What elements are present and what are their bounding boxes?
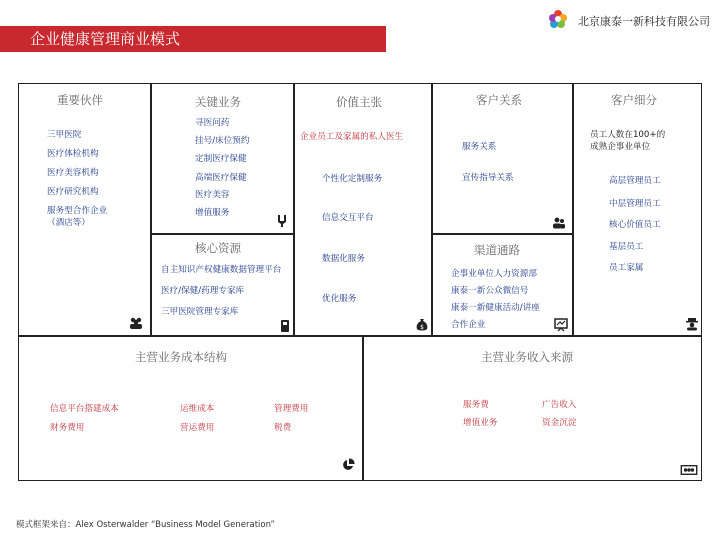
customer-segments-heading: 客户细分 [611,93,657,107]
cost-structure-box [18,335,364,481]
list-item: 医疗研究机构 [47,187,99,197]
list-item: 数据化服务 [322,254,365,264]
person-hat-icon [685,317,699,331]
cash-icon [679,464,699,476]
list-item: 康泰一新公众微信号 [451,286,529,296]
tools-icon [275,214,289,228]
list-item: 优化服务 [322,294,357,304]
revenue-item: 增值业务 [463,418,498,428]
worker-icon [278,319,292,333]
list-item: 服务关系 [462,142,497,152]
value-proposition-heading: 价值主张 [336,95,382,109]
list-item: 康泰一新健康活动/讲座 [451,303,540,313]
cost-item: 营运费用 [180,423,215,433]
list-item: 自主知识产权健康数据管理平台 [161,265,282,275]
key-partners-heading: 重要伙伴 [57,93,103,107]
key-partners-box [18,83,152,337]
key-resources-heading: 核心资源 [195,241,241,255]
value-proposition-box [293,83,433,337]
people-icon [129,316,143,330]
list-item: 合作企业 [451,320,486,330]
cost-structure-heading: 主营业务成本结构 [135,350,227,364]
revenue-streams-heading: 主营业务收入来源 [481,350,573,364]
list-item: 挂号/床位预约 [195,136,250,146]
list-item: 高端医疗保健 [195,173,247,183]
cost-item: 管理费用 [274,404,309,414]
value-proposition-main: 企业员工及家属的私人医生 [300,132,404,142]
key-activities-heading: 关键业务 [195,95,241,109]
list-item: 服务型合作企业 [47,206,108,216]
svg-text:$: $ [420,324,424,331]
list-item: 信息交互平台 [322,213,374,223]
list-item: 增值服务 [195,208,230,218]
list-item: 三甲医院管理专家库 [161,307,239,317]
cost-item: 财务费用 [50,423,85,433]
page-title: 企业健康管理商业模式 [30,30,181,48]
list-item: 成熟企事业单位 [590,142,651,152]
list-item: 中层管理员工 [609,199,661,209]
channels-heading: 渠道通路 [474,243,520,257]
list-item: 宣传指导关系 [462,173,514,183]
list-item: 三甲医院 [47,130,82,140]
customer-relationships-box [431,83,574,235]
key-activities-box [150,83,295,235]
revenue-streams-box [362,335,702,481]
list-item: （酒店等） [47,218,90,228]
list-item: 高层管理员工 [609,176,661,186]
list-item: 医疗美容 [195,190,230,200]
key-resources-box [150,233,295,337]
list-item: 医疗体检机构 [47,149,99,159]
list-item: 基层员工 [609,242,644,252]
list-item: 核心价值员工 [609,220,661,230]
revenue-item: 广告收入 [542,400,577,410]
list-item: 企事业单位人力资源部 [451,269,537,279]
list-item: 员工人数在100+的 [590,130,666,140]
revenue-item: 服务费 [463,400,489,410]
customer-relationships-heading: 客户关系 [476,93,522,107]
pie-chart-icon [341,458,355,472]
cost-item: 运维成本 [180,404,215,414]
cost-item: 信息平台搭建成本 [50,404,119,414]
money-bag-icon [415,318,429,332]
channels-box [431,233,574,337]
source-note: 模式框架来自：Alex Osterwalder “Business Model Generation” [16,520,275,530]
company-name: 北京康泰一新科技有限公司 [578,15,710,28]
list-item: 员工家属 [609,263,644,273]
list-item: 个性化定制服务 [322,174,383,184]
customer-segments-box [572,83,702,337]
cost-item: 税费 [274,423,292,433]
list-item: 寻医问药 [195,118,230,128]
list-item: 医疗/保健/药理专家库 [161,286,245,296]
list-item: 医疗美容机构 [47,168,99,178]
company-logo-icon [548,9,568,29]
users-icon [552,216,566,230]
revenue-item: 资金沉淀 [542,418,577,428]
presentation-icon [554,318,568,332]
list-item: 定制医疗保健 [195,154,247,164]
